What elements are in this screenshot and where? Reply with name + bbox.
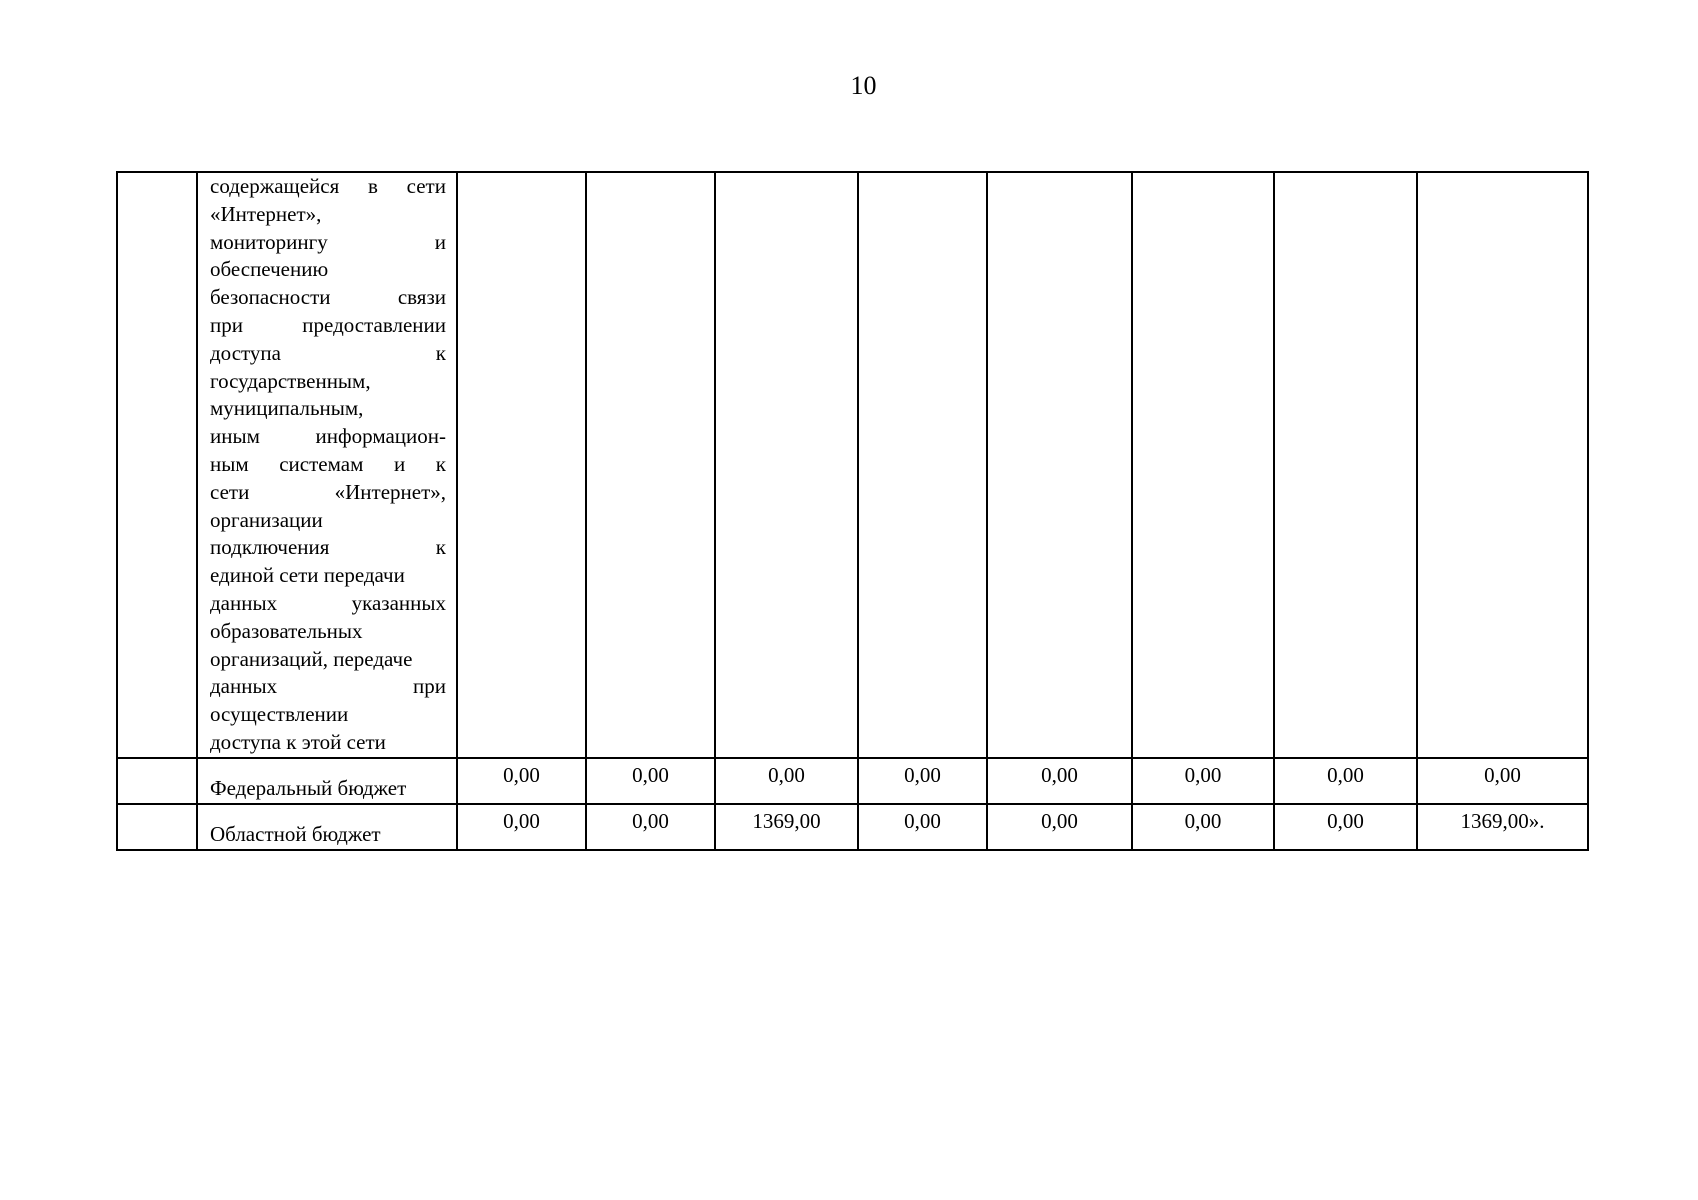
description-line [210, 423, 446, 451]
description-word: организации [210, 507, 323, 532]
description-word: безопасности [210, 285, 331, 310]
description-line [210, 173, 446, 201]
description-word: к [435, 340, 446, 365]
cell-value: 0,00 [904, 808, 941, 833]
cell-value: 0,00 [632, 762, 669, 787]
value-cell [1417, 758, 1588, 804]
value-cell [858, 172, 987, 758]
description-word: подключения [210, 535, 330, 560]
description-line [210, 340, 446, 368]
description-word: доступа к этой сети [210, 729, 386, 754]
value-cell [715, 758, 858, 804]
cell-value: 0,00 [1327, 762, 1364, 787]
description-word: указанных [351, 590, 446, 615]
cell-value: 0,00 [632, 808, 669, 833]
cell-value: 0,00 [503, 808, 540, 833]
description-word: организаций, передаче [210, 646, 413, 671]
description-line [210, 646, 446, 674]
description-word: обеспечению [210, 257, 329, 282]
description-word: сети [210, 479, 250, 504]
value-cell [1274, 804, 1417, 850]
value-cell [858, 804, 987, 850]
cell-value: 0,00 [1327, 808, 1364, 833]
row-label [197, 804, 457, 850]
description-word: сети [406, 174, 446, 198]
description-line [210, 507, 446, 535]
value-cell [715, 172, 858, 758]
description-line [210, 284, 446, 312]
value-cell [1274, 172, 1417, 758]
description-line [210, 451, 446, 479]
description-word: данных [210, 674, 278, 699]
row-number-cell [117, 758, 197, 804]
description-line [210, 229, 446, 257]
cell-value: 0,00 [503, 762, 540, 787]
row-label-text: Федеральный бюджет [210, 775, 407, 800]
value-cell [457, 804, 586, 850]
description-word: муниципальным, [210, 396, 364, 421]
description-line [210, 395, 446, 423]
description-word: мониторингу [210, 229, 328, 254]
cell-value: 0,00 [904, 762, 941, 787]
description-word: единой сети передачи [210, 563, 405, 588]
value-cell [1274, 758, 1417, 804]
description-word: при [413, 674, 446, 699]
description-word: иным [210, 424, 260, 449]
value-cell [586, 804, 715, 850]
description-line [210, 562, 446, 590]
value-cell [457, 758, 586, 804]
table-row-description [117, 172, 1588, 758]
description-word: государственным, [210, 368, 371, 393]
description-word: к [435, 451, 446, 476]
value-cell [987, 804, 1132, 850]
value-cell [858, 758, 987, 804]
description-line [210, 368, 446, 396]
description-word: системам [279, 451, 364, 476]
description-word: образовательных [210, 618, 363, 643]
description-word: при [210, 312, 243, 337]
row-label [197, 758, 457, 804]
description-word: данных [210, 590, 278, 615]
description-line [210, 618, 446, 646]
value-cell [1132, 758, 1274, 804]
value-cell [715, 804, 858, 850]
budget-table [116, 171, 1589, 851]
description-word: содержащейся [210, 174, 340, 198]
value-cell [987, 172, 1132, 758]
table-row-federal-budget [117, 758, 1588, 804]
description-line [210, 729, 446, 757]
cell-value: 0,00 [1484, 762, 1521, 787]
description-word: к [435, 535, 446, 560]
value-cell [987, 758, 1132, 804]
value-cell [1132, 172, 1274, 758]
cell-value: 0,00 [1041, 762, 1078, 787]
description-word: и [434, 229, 446, 254]
description-cell [197, 172, 457, 758]
description-word: «Интернет», [334, 479, 446, 504]
description-word: в [368, 174, 378, 198]
value-cell [1132, 804, 1274, 850]
description-line [210, 590, 446, 618]
description-word: «Интернет», [210, 201, 322, 226]
table-row-regional-budget [117, 804, 1588, 850]
description-line [210, 479, 446, 507]
value-cell [586, 172, 715, 758]
cell-value: 0,00 [768, 762, 805, 787]
description-word: предоставлении [302, 312, 446, 337]
description-line [210, 256, 446, 284]
description-line [210, 312, 446, 340]
description-word: ным [210, 451, 249, 476]
value-cell [1417, 172, 1588, 758]
description-line [210, 534, 446, 562]
value-cell [457, 172, 586, 758]
page-number: 10 [850, 71, 877, 100]
description-word: и [393, 451, 406, 476]
value-cell [586, 758, 715, 804]
description-line [210, 701, 446, 729]
row-number-cell [117, 804, 197, 850]
description-word: связи [397, 285, 446, 310]
cell-value: 0,00 [1184, 808, 1222, 833]
cell-value: 0,00 [1184, 762, 1222, 787]
value-cell [1417, 804, 1588, 850]
description-line [210, 201, 446, 229]
cell-value: 0,00 [1041, 808, 1078, 833]
cell-value: 1369,00 [752, 808, 821, 833]
description-word: доступа [210, 340, 281, 365]
row-label-text: Областной бюджет [210, 821, 381, 846]
cell-value: 1369,00». [1460, 808, 1545, 833]
description-word: информацион- [315, 424, 446, 449]
description-word: осуществлении [210, 702, 349, 727]
row-number-cell [117, 172, 197, 758]
description-line [210, 673, 446, 701]
